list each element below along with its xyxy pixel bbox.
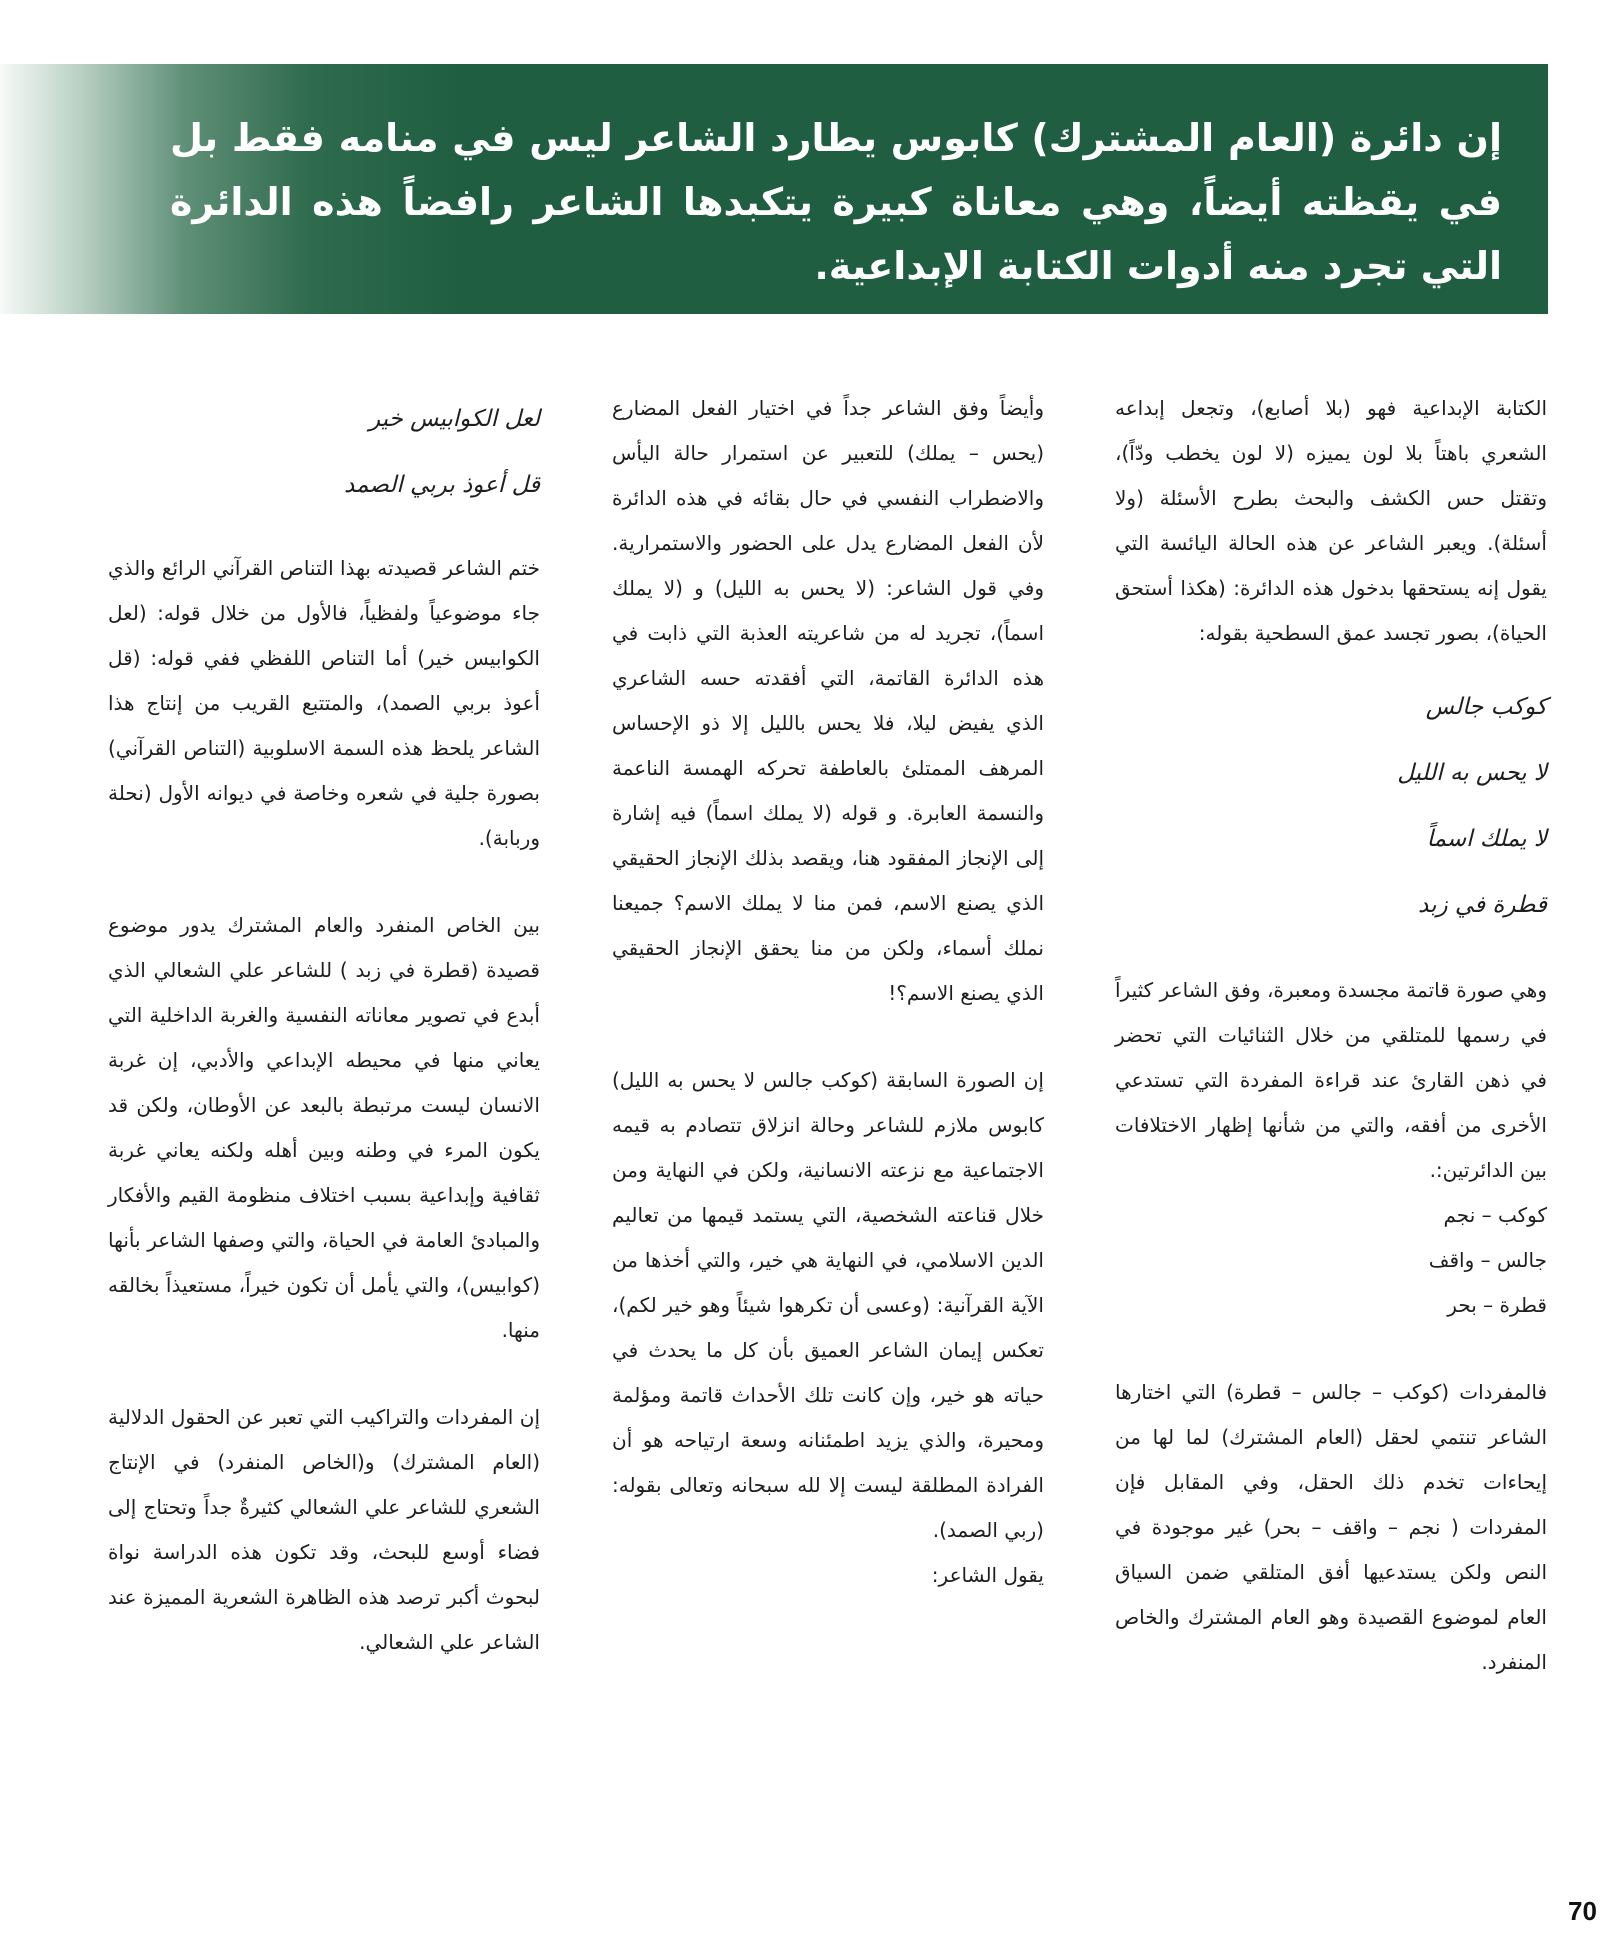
- pull-quote-banner: [0, 64, 1548, 314]
- word-pair: قطرة – بحر: [1447, 1293, 1547, 1317]
- paragraph: وأيضاً وفق الشاعر جداً في اختيار الفعل المضارع (يحس – يملك) للتعبير عن استمرار حالة اليأس والاضطراب النفسي في حال بقائه في هذه الدائرة لأن الفعل المضارع يدل على الحضور والاستمرارية. وفي قول الشاعر: (لا يحس به الليل) و (لا يملك اسماً)، تجريد له من شاعريته العذبة التي ذابت في هذه الدائرة القاتمة، التي أفقدته حسه الشاعري الذي يفيض ليلا، فلا يحس بالليل إلا ذو الإحساس المرهف الممتلئ بالعاطفة تحركه الهمسة الناعمة والنسمة العابرة. و قوله (لا يملك اسماً) فيه إشارة إلى الإنجاز المفقود هنا، ويقصد بذلك الإنجاز الحقيقي الذي يصنع الاسم، فمن منا لا يملك الاسم؟ جميعنا نملك أسماء، ولكن من منا يحقق الإنجاز الحقيقي الذي يصنع الاسم؟!: [612, 396, 1044, 1005]
- page-number: 70: [1568, 1896, 1597, 1926]
- poem-verse: قطرة في زبد: [1418, 892, 1547, 918]
- article-column-middle: [612, 386, 1044, 1598]
- paragraph: الكتابة الإبداعية فهو (بلا أصابع)، وتجعل إبداعه الشعري باهتاً بلا لون يميزه (لا لون يخطب ودّاً)، وتقتل حس الكشف والبحث بطرح الأسئلة (ولا أسئلة). ويعبر الشاعر عن هذه الحالة اليائسة التي يقول إنه يستحقها بدخول هذه الدائرة: (هكذا أستحق الحياة)، بصور تجسد عمق السطحية بقوله:: [1115, 396, 1547, 645]
- paragraph: إن الصورة السابقة (كوكب جالس لا يحس به الليل) كابوس ملازم للشاعر وحالة انزلاق تتصادم به قيمه الاجتماعية مع نزعته الانسانية، ولكن في النهاية ومن خلال قناعته الشخصية، التي يستمد قيمها من تعاليم الدين الاسلامي، في النهاية هي خير، والتي أخذها من الآية القرآنية: (وعسى أن تكرهوا شيئاً وهو خير لكم)، تعكس إيمان الشاعر العميق بأن كل ما يحدث في حياته هو خير، وإن كانت تلك الأحداث قاتمة ومؤلمة ومحيرة، والذي يزيد اطمئنانه وسعة ارتياحه هو أن الفرادة المطلقة ليست إلا لله سبحانه وتعالى بقوله: (ربي الصمد).: [612, 1068, 1044, 1542]
- poem-verse: كوكب جالس: [1425, 694, 1547, 720]
- paragraph: بين الخاص المنفرد والعام المشترك يدور موضوع قصيدة (قطرة في زبد ) للشاعر علي الشعالي الذي أبدع في تصوير معاناته النفسية والغربة الداخلية التي يعاني منها في محيطه الإبداعي والأدبي، إن غربة الانسان ليست مرتبطة بالبعد عن الأوطان، ولكن قد يكون المرء في وطنه وبين أهله ولكنه يعاني غربة ثقافية وإبداعية بسبب اختلاف منظومة القيم والأفكار والمبادئ العامة في الحياة، والتي وصفها الشاعر بأنها (كوابيس)، والتي يأمل أن تكون خيراً، مستعيذاً بخالقه منها.: [108, 913, 540, 1342]
- poem-verse: لعل الكوابيس خير: [368, 406, 540, 432]
- word-pair: جالس – واقف: [1428, 1248, 1547, 1272]
- paragraph: ختم الشاعر قصيدته بهذا التناص القرآني الرائع والذي جاء موضوعياً ولفظياً، فالأول من خلال قوله: (لعل الكوابيس خير) أما التناص اللفظي ففي قوله: (قل أعوذ بربي الصمد)، والمتتبع القريب من إنتاج هذا الشاعر يلحظ هذه السمة الاسلوبية (التناص القرآني) بصورة جلية في شعره وخاصة في ديوانه الأول (نحلة وربابة).: [108, 556, 540, 850]
- paragraph: يقول الشاعر:: [931, 1563, 1044, 1587]
- paragraph: وهي صورة قاتمة مجسدة ومعبرة، وفق الشاعر كثيراً في رسمها للمتلقي من خلال الثنائيات التي تحضر في ذهن القارئ عند قراءة المفردة التي تستدعي الأخرى من أفقه، والتي من شأنها إظهار الاختلافات بين الدائرتين:.: [1115, 978, 1547, 1182]
- article-column-right: [1115, 386, 1547, 1685]
- poem-verse: قل أعوذ بربي الصمد: [344, 472, 540, 498]
- poem-verse: لا يحس به الليل: [1397, 760, 1547, 786]
- poem-verse: لا يملك اسماً: [1426, 826, 1547, 852]
- paragraph: فالمفردات (كوكب – جالس – قطرة) التي اختارها الشاعر تنتمي لحقل (العام المشترك) لما لها من إيحاءات تخدم ذلك الحقل، وفي المقابل فإن المفردات ( نجم – واقف – بحر) غير موجودة في النص ولكن يستدعيها أفق المتلقي ضمن السياق العام لموضوع القصيدة وهو العام المشترك والخاص المنفرد.: [1115, 1380, 1547, 1674]
- paragraph: إن المفردات والتراكيب التي تعبر عن الحقول الدلالية (العام المشترك) و(الخاص المنفرد) في الإنتاج الشعري للشاعر علي الشعالي كثيرةٌ جداً وتحتاج إلى فضاء أوسع للبحث، وقد تكون هذه الدراسة نواة لبحوث أكبر ترصد هذه الظاهرة الشعرية المميزة عند الشاعر علي الشعالي.: [108, 1405, 540, 1654]
- article-column-left: [108, 386, 540, 1665]
- word-pair: كوكب – نجم: [1443, 1203, 1547, 1227]
- pull-quote-text: إن دائرة (العام المشترك) كابوس يطارد الشاعر ليس في منامه فقط بل في يقظته أيضاً، وهي معاناة كبيرة يتكبدها الشاعر رافضاً هذه الدائرة التي تجرد منه أدوات الكتابة الإبداعية.: [170, 116, 1502, 288]
